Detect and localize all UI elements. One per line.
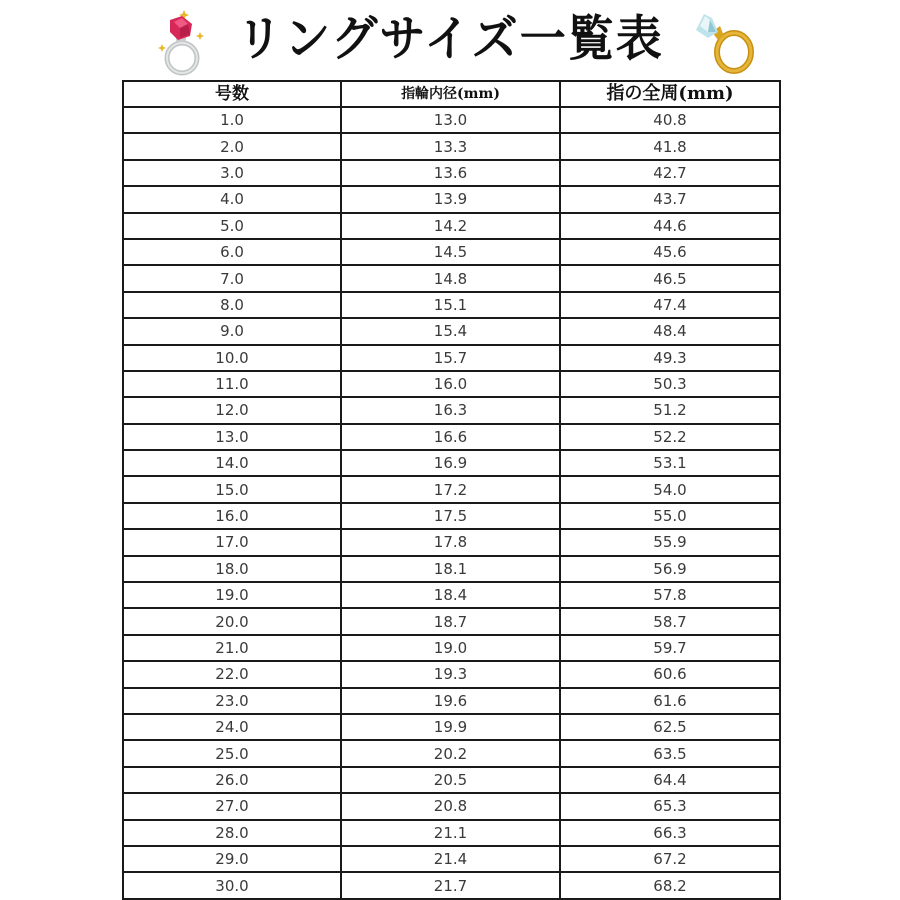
cell-inner-diameter: 14.8 [341,265,560,291]
cell-size-number: 26.0 [123,767,341,793]
cell-inner-diameter: 14.2 [341,213,560,239]
cell-finger-circumference: 49.3 [560,345,780,371]
cell-size-number: 12.0 [123,397,341,423]
cell-finger-circumference: 45.6 [560,239,780,265]
table-row [123,820,780,846]
table-row [123,608,780,634]
cell-inner-diameter: 15.4 [341,318,560,344]
cell-finger-circumference: 51.2 [560,397,780,423]
cell-inner-diameter: 20.2 [341,740,560,766]
column-header-finger-circumference: 指の全周(mm) [560,81,780,107]
cell-inner-diameter: 13.6 [341,160,560,186]
cell-inner-diameter: 16.6 [341,424,560,450]
cell-size-number: 27.0 [123,793,341,819]
cell-size-number: 8.0 [123,292,341,318]
cell-size-number: 11.0 [123,371,341,397]
table-row [123,133,780,159]
cell-inner-diameter: 16.0 [341,371,560,397]
cell-finger-circumference: 57.8 [560,582,780,608]
cell-size-number: 6.0 [123,239,341,265]
page-header [0,0,900,78]
cell-inner-diameter: 17.8 [341,529,560,555]
cell-finger-circumference: 55.9 [560,529,780,555]
cell-finger-circumference: 58.7 [560,608,780,634]
cell-size-number: 20.0 [123,608,341,634]
cell-inner-diameter: 21.4 [341,846,560,872]
cell-finger-circumference: 61.6 [560,688,780,714]
table-header-row [123,81,780,107]
cell-finger-circumference: 40.8 [560,107,780,133]
cell-size-number: 18.0 [123,556,341,582]
cell-finger-circumference: 59.7 [560,635,780,661]
cell-inner-diameter: 18.4 [341,582,560,608]
table-row [123,714,780,740]
cell-finger-circumference: 60.6 [560,661,780,687]
column-header-size-number: 号数 [123,81,341,107]
cell-size-number: 21.0 [123,635,341,661]
table-row [123,846,780,872]
cell-size-number: 24.0 [123,714,341,740]
cell-finger-circumference: 68.2 [560,872,780,898]
cell-size-number: 17.0 [123,529,341,555]
cell-finger-circumference: 63.5 [560,740,780,766]
table-row [123,160,780,186]
cell-size-number: 10.0 [123,345,341,371]
page-title: リングサイズ一覧表 [236,9,664,67]
cell-size-number: 30.0 [123,872,341,898]
table-row [123,397,780,423]
cell-finger-circumference: 53.1 [560,450,780,476]
cell-size-number: 15.0 [123,476,341,502]
cell-inner-diameter: 17.5 [341,503,560,529]
cell-inner-diameter: 19.3 [341,661,560,687]
table-row [123,450,780,476]
cell-finger-circumference: 47.4 [560,292,780,318]
cell-finger-circumference: 65.3 [560,793,780,819]
ring-size-table [122,80,781,900]
cell-inner-diameter: 19.0 [341,635,560,661]
table-row [123,239,780,265]
cell-inner-diameter: 13.3 [341,133,560,159]
table-row [123,265,780,291]
table-row [123,371,780,397]
table-row [123,582,780,608]
cell-finger-circumference: 50.3 [560,371,780,397]
cell-inner-diameter: 18.7 [341,608,560,634]
table-row [123,556,780,582]
cell-finger-circumference: 52.2 [560,424,780,450]
cell-inner-diameter: 20.8 [341,793,560,819]
table-row [123,740,780,766]
table-row [123,318,780,344]
table-row [123,186,780,212]
cell-finger-circumference: 67.2 [560,846,780,872]
table-row [123,107,780,133]
cell-finger-circumference: 66.3 [560,820,780,846]
table-row [123,292,780,318]
cell-size-number: 9.0 [123,318,341,344]
cell-size-number: 19.0 [123,582,341,608]
cell-inner-diameter: 15.7 [341,345,560,371]
cell-size-number: 1.0 [123,107,341,133]
cell-size-number: 22.0 [123,661,341,687]
table-row [123,661,780,687]
table-row [123,688,780,714]
cell-size-number: 28.0 [123,820,341,846]
cell-finger-circumference: 42.7 [560,160,780,186]
table-row [123,767,780,793]
cell-inner-diameter: 18.1 [341,556,560,582]
cell-size-number: 23.0 [123,688,341,714]
table-row [123,476,780,502]
cell-finger-circumference: 54.0 [560,476,780,502]
cell-inner-diameter: 16.3 [341,397,560,423]
table-row [123,345,780,371]
cell-inner-diameter: 19.9 [341,714,560,740]
cell-finger-circumference: 56.9 [560,556,780,582]
cell-size-number: 2.0 [123,133,341,159]
cell-finger-circumference: 64.4 [560,767,780,793]
cell-inner-diameter: 17.2 [341,476,560,502]
table-row [123,503,780,529]
column-header-inner-diameter: 指輪内径(mm) [341,81,560,107]
cell-inner-diameter: 15.1 [341,292,560,318]
cell-size-number: 14.0 [123,450,341,476]
table-row [123,424,780,450]
cell-inner-diameter: 21.1 [341,820,560,846]
cell-finger-circumference: 62.5 [560,714,780,740]
cell-inner-diameter: 20.5 [341,767,560,793]
cell-inner-diameter: 13.0 [341,107,560,133]
cell-inner-diameter: 21.7 [341,872,560,898]
cell-inner-diameter: 16.9 [341,450,560,476]
diamond-gold-ring-icon [690,8,762,74]
table-row [123,529,780,555]
cell-inner-diameter: 14.5 [341,239,560,265]
cell-size-number: 5.0 [123,213,341,239]
cell-finger-circumference: 46.5 [560,265,780,291]
ring-size-table-container [122,80,779,900]
cell-size-number: 13.0 [123,424,341,450]
cell-inner-diameter: 13.9 [341,186,560,212]
cell-size-number: 25.0 [123,740,341,766]
cell-size-number: 29.0 [123,846,341,872]
cell-size-number: 4.0 [123,186,341,212]
cell-finger-circumference: 48.4 [560,318,780,344]
table-row [123,793,780,819]
table-row [123,872,780,898]
cell-finger-circumference: 43.7 [560,186,780,212]
cell-size-number: 7.0 [123,265,341,291]
cell-size-number: 16.0 [123,503,341,529]
table-row [123,635,780,661]
cell-finger-circumference: 41.8 [560,133,780,159]
cell-finger-circumference: 44.6 [560,213,780,239]
cell-size-number: 3.0 [123,160,341,186]
cell-inner-diameter: 19.6 [341,688,560,714]
table-row [123,213,780,239]
cell-finger-circumference: 55.0 [560,503,780,529]
